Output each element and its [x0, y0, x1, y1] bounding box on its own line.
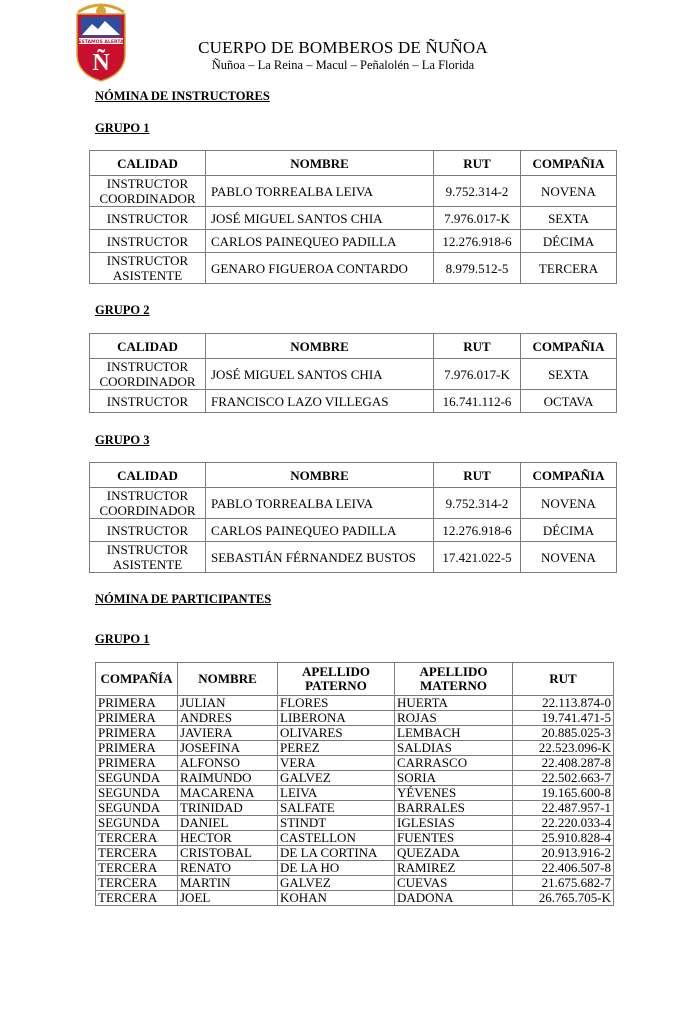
compania-cell: PRIMERA [96, 756, 178, 771]
compania-cell: TERCERA [96, 876, 178, 891]
column-header-rut: RUT [434, 463, 521, 488]
participants-table-body [96, 696, 614, 906]
calidad-cell: INSTRUCTOR ASISTENTE [90, 542, 206, 573]
rut-cell: 19.741.471-5 [513, 711, 614, 726]
nombre-cell: CARLOS PAINEQUEO PADILLA [206, 519, 434, 542]
nombre-cell: JAVIERA [178, 726, 278, 741]
nombre-cell: RAIMUNDO [178, 771, 278, 786]
column-header-compania: COMPAÑÍA [96, 663, 178, 696]
instructors-group-1-table [89, 150, 617, 284]
participants-group-1-table [95, 662, 614, 906]
table-row [96, 711, 614, 726]
table-row [96, 861, 614, 876]
table-header-row [90, 151, 617, 176]
table-header-row [90, 334, 617, 359]
apellido-paterno-cell: GALVEZ [278, 876, 395, 891]
compania-cell: PRIMERA [96, 726, 178, 741]
calidad-cell: INSTRUCTOR COORDINADOR [90, 359, 206, 390]
table-row [90, 390, 617, 413]
apellido-materno-cell: ROJAS [395, 711, 513, 726]
column-header-nombre: NOMBRE [178, 663, 278, 696]
nombre-cell: MARTIN [178, 876, 278, 891]
table-row [96, 891, 614, 906]
column-header-nombre: NOMBRE [206, 463, 434, 488]
page-title: CUERPO DE BOMBEROS DE ÑUÑOA [198, 38, 488, 57]
rut-cell: 19.165.600-8 [513, 786, 614, 801]
nombre-cell: TRINIDAD [178, 801, 278, 816]
compania-cell: NOVENA [521, 488, 617, 519]
table-row [96, 741, 614, 756]
rut-cell: 22.113.874-0 [513, 696, 614, 711]
column-header-rut: RUT [434, 151, 521, 176]
rut-cell: 20.913.916-2 [513, 846, 614, 861]
rut-cell: 9.752.314-2 [434, 176, 521, 207]
calidad-cell: INSTRUCTOR [90, 390, 206, 413]
table-row [90, 359, 617, 390]
rut-cell: 7.976.017-K [434, 207, 521, 230]
nombre-cell: JOSEFINA [178, 741, 278, 756]
compania-cell: PRIMERA [96, 696, 178, 711]
nombre-cell: JOSÉ MIGUEL SANTOS CHIA [206, 359, 434, 390]
compania-cell: PRIMERA [96, 711, 178, 726]
compania-cell: SEXTA [521, 207, 617, 230]
rut-cell: 22.487.957-1 [513, 801, 614, 816]
participants-heading: NÓMINA DE PARTICIPANTES [95, 592, 272, 606]
column-header-apellido-paterno: APELLIDO PATERNO [278, 663, 395, 696]
calidad-cell: INSTRUCTOR [90, 519, 206, 542]
nombre-cell: RENATO [178, 861, 278, 876]
table-row [96, 786, 614, 801]
compania-cell: TERCERA [96, 861, 178, 876]
column-header-rut: RUT [513, 663, 614, 696]
table-row [96, 771, 614, 786]
column-header-calidad: CALIDAD [90, 463, 206, 488]
nombre-cell: CRISTOBAL [178, 846, 278, 861]
compania-cell: TERCERA [96, 831, 178, 846]
instructors-group-3-table [89, 462, 617, 573]
table-row [96, 756, 614, 771]
rut-cell: 20.885.025-3 [513, 726, 614, 741]
apellido-paterno-cell: LIBERONA [278, 711, 395, 726]
apellido-materno-cell: YÉVENES [395, 786, 513, 801]
compania-cell: DÉCIMA [521, 230, 617, 253]
table-row [96, 831, 614, 846]
calidad-cell: INSTRUCTOR COORDINADOR [90, 488, 206, 519]
table-header-row [90, 463, 617, 488]
column-header-calidad: CALIDAD [90, 334, 206, 359]
nombre-cell: JOSÉ MIGUEL SANTOS CHIA [206, 207, 434, 230]
rut-cell: 7.976.017-K [434, 359, 521, 390]
nombre-cell: GENARO FIGUEROA CONTARDO [206, 253, 434, 284]
apellido-materno-cell: QUEZADA [395, 846, 513, 861]
nombre-cell: PABLO TORREALBA LEIVA [206, 488, 434, 519]
compania-cell: SEGUNDA [96, 771, 178, 786]
table-row [90, 519, 617, 542]
instructors-group-1-title: GRUPO 1 [95, 121, 150, 135]
column-header-calidad: CALIDAD [90, 151, 206, 176]
compania-cell: NOVENA [521, 176, 617, 207]
nombre-cell: CARLOS PAINEQUEO PADILLA [206, 230, 434, 253]
column-header-compania: COMPAÑIA [521, 463, 617, 488]
rut-cell: 16.741.112-6 [434, 390, 521, 413]
column-header-nombre: NOMBRE [206, 151, 434, 176]
nombre-cell: JULIAN [178, 696, 278, 711]
apellido-materno-cell: RAMIREZ [395, 861, 513, 876]
apellido-paterno-cell: GALVEZ [278, 771, 395, 786]
rut-cell: 26.765.705-K [513, 891, 614, 906]
column-header-compania: COMPAÑIA [521, 151, 617, 176]
table-row [96, 846, 614, 861]
nombre-cell: DANIEL [178, 816, 278, 831]
instructors-group-3-title: GRUPO 3 [95, 433, 150, 447]
apellido-paterno-cell: SALFATE [278, 801, 395, 816]
apellido-materno-cell: FUENTES [395, 831, 513, 846]
nombre-cell: JOEL [178, 891, 278, 906]
column-header-nombre: NOMBRE [206, 334, 434, 359]
apellido-materno-cell: CUEVAS [395, 876, 513, 891]
compania-cell: NOVENA [521, 542, 617, 573]
column-header-compania: COMPAÑIA [521, 334, 617, 359]
compania-cell: OCTAVA [521, 390, 617, 413]
table-row [96, 801, 614, 816]
apellido-paterno-cell: FLORES [278, 696, 395, 711]
table-header-row [96, 663, 614, 696]
rut-cell: 22.502.663-7 [513, 771, 614, 786]
table-row [96, 816, 614, 831]
rut-cell: 22.406.507-8 [513, 861, 614, 876]
apellido-materno-cell: SORIA [395, 771, 513, 786]
logo-motto: ESTAMOS ALERTA [78, 39, 124, 45]
calidad-cell: INSTRUCTOR [90, 230, 206, 253]
compania-cell: TERCERA [96, 846, 178, 861]
apellido-paterno-cell: OLIVARES [278, 726, 395, 741]
participants-group-1-title: GRUPO 1 [95, 632, 150, 646]
apellido-paterno-cell: VERA [278, 756, 395, 771]
nombre-cell: ANDRES [178, 711, 278, 726]
apellido-materno-cell: HUERTA [395, 696, 513, 711]
calidad-cell: INSTRUCTOR COORDINADOR [90, 176, 206, 207]
apellido-materno-cell: DADONA [395, 891, 513, 906]
table-row [96, 696, 614, 711]
table-row [90, 207, 617, 230]
rut-cell: 22.523.096-K [513, 741, 614, 756]
table-row [90, 253, 617, 284]
table-row [96, 726, 614, 741]
column-header-rut: RUT [434, 334, 521, 359]
nombre-cell: MACARENA [178, 786, 278, 801]
apellido-paterno-cell: PEREZ [278, 741, 395, 756]
rut-cell: 9.752.314-2 [434, 488, 521, 519]
nombre-cell: HECTOR [178, 831, 278, 846]
apellido-paterno-cell: DE LA HO [278, 861, 395, 876]
rut-cell: 22.220.033-4 [513, 816, 614, 831]
compania-cell: SEGUNDA [96, 801, 178, 816]
instructors-group-2-table [89, 333, 617, 413]
page-subtitle: Ñuñoa – La Reina – Macul – Peñalolén – La Florida [211, 58, 475, 72]
apellido-paterno-cell: KOHAN [278, 891, 395, 906]
compania-cell: TERCERA [96, 891, 178, 906]
apellido-materno-cell: CARRASCO [395, 756, 513, 771]
rut-cell: 12.276.918-6 [434, 519, 521, 542]
apellido-paterno-cell: DE LA CORTINA [278, 846, 395, 861]
apellido-paterno-cell: STINDT [278, 816, 395, 831]
instructors-heading: NÓMINA DE INSTRUCTORES [95, 89, 270, 103]
rut-cell: 12.276.918-6 [434, 230, 521, 253]
table-row [90, 230, 617, 253]
compania-cell: SEGUNDA [96, 786, 178, 801]
nombre-cell: ALFONSO [178, 756, 278, 771]
calidad-cell: INSTRUCTOR [90, 207, 206, 230]
apellido-materno-cell: SALDIAS [395, 741, 513, 756]
rut-cell: 17.421.022-5 [434, 542, 521, 573]
table-row [90, 488, 617, 519]
compania-cell: SEXTA [521, 359, 617, 390]
rut-cell: 21.675.682-7 [513, 876, 614, 891]
compania-cell: TERCERA [521, 253, 617, 284]
apellido-paterno-cell: CASTELLON [278, 831, 395, 846]
instructors-group-2-title: GRUPO 2 [95, 303, 150, 317]
compania-cell: DÉCIMA [521, 519, 617, 542]
table-row [90, 176, 617, 207]
compania-cell: PRIMERA [96, 741, 178, 756]
fire-department-crest-logo [74, 2, 128, 82]
nombre-cell: FRANCISCO LAZO VILLEGAS [206, 390, 434, 413]
calidad-cell: INSTRUCTOR ASISTENTE [90, 253, 206, 284]
nombre-cell: PABLO TORREALBA LEIVA [206, 176, 434, 207]
compania-cell: SEGUNDA [96, 816, 178, 831]
logo-letter: Ñ [92, 50, 110, 76]
rut-cell: 22.408.287-8 [513, 756, 614, 771]
apellido-materno-cell: IGLESIAS [395, 816, 513, 831]
apellido-materno-cell: BARRALES [395, 801, 513, 816]
rut-cell: 8.979.512-5 [434, 253, 521, 284]
column-header-apellido-materno: APELLIDO MATERNO [395, 663, 513, 696]
nombre-cell: SEBASTIÁN FÉRNANDEZ BUSTOS [206, 542, 434, 573]
rut-cell: 25.910.828-4 [513, 831, 614, 846]
table-row [96, 876, 614, 891]
apellido-materno-cell: LEMBACH [395, 726, 513, 741]
apellido-paterno-cell: LEIVA [278, 786, 395, 801]
table-row [90, 542, 617, 573]
